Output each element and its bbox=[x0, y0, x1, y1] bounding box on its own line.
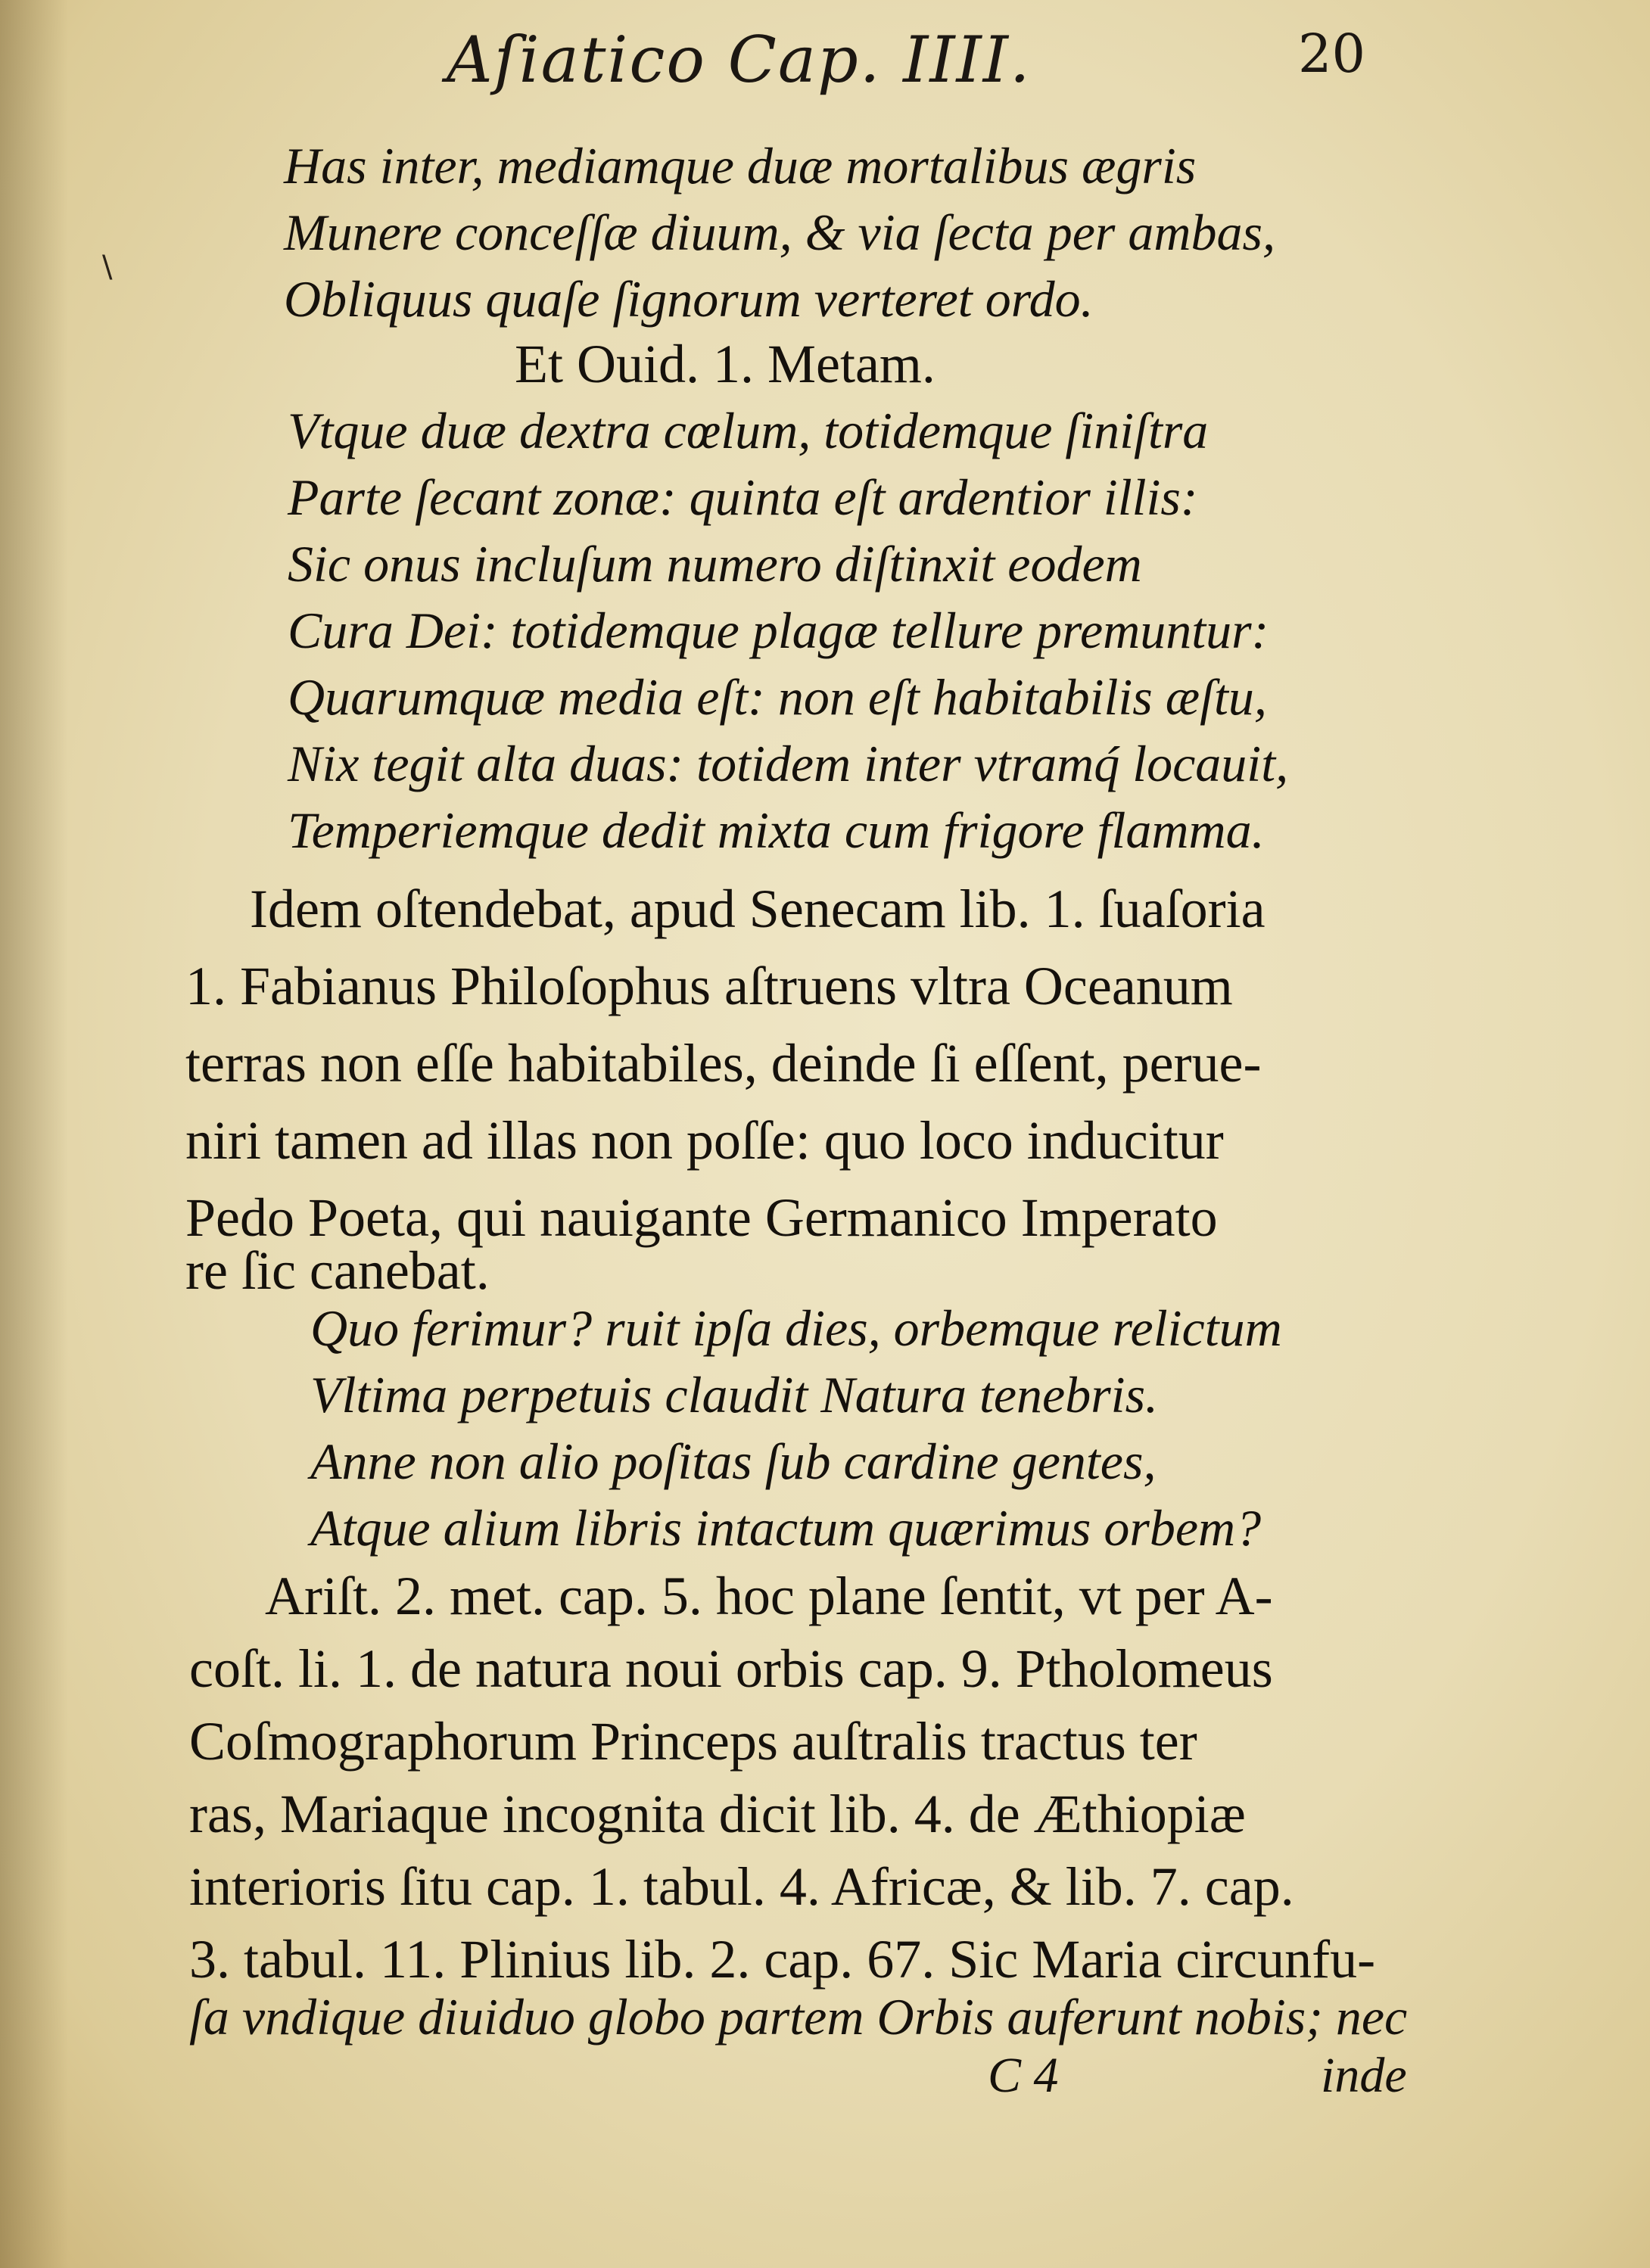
text-line: 1. Fabianus Philoſophus aſtruens vltra Oceanum bbox=[185, 956, 1233, 1016]
text-line: ras, Mariaque incognita dicit lib. 4. de Æthiopiæ bbox=[189, 1784, 1246, 1844]
text-line: Anne non alio poſitas ſub cardine gentes, bbox=[310, 1433, 1157, 1490]
running-title: Aſiatico Cap. IIII. bbox=[447, 23, 1032, 97]
text-line: Has inter, mediamque duæ mortalibus ægris bbox=[284, 137, 1197, 194]
text-line: Cura Dei: totidemque plagæ tellure premuntur: bbox=[288, 602, 1269, 659]
text-line: 3. tabul. 11. Plinius lib. 2. cap. 67. Sic Maria circunfu- bbox=[189, 1929, 1376, 1990]
text-line: Parte ſecant zonæ: quinta eſt ardentior illis: bbox=[288, 468, 1198, 526]
text-line: Pedo Poeta, qui nauigante Germanico Imperato bbox=[185, 1187, 1218, 1248]
text-line: Quarumquæ media eſt: non eſt habitabilis æſtu, bbox=[288, 668, 1267, 726]
signature-mark: C 4 bbox=[988, 2048, 1059, 2103]
text-line: Nix tegit alta duas: totidem inter vtramq́ locauit, bbox=[288, 735, 1289, 792]
margin-mark: \ bbox=[102, 250, 113, 285]
text-line: terras non eſſe habitabiles, deinde ſi eſſent, perue- bbox=[185, 1033, 1262, 1094]
text-line: Obliquus quaſe ſignorum verteret ordo. bbox=[284, 270, 1094, 328]
catchword: inde bbox=[1321, 2048, 1407, 2103]
folio-number: 20 bbox=[1298, 23, 1366, 85]
text-line: re ſic canebat. bbox=[185, 1240, 490, 1301]
text-line: Coſmographorum Princeps auſtralis tractus ter bbox=[189, 1711, 1197, 1772]
text-line: Munere conceſſæ diuum, & via ſecta per ambas, bbox=[284, 204, 1275, 261]
text-line: Ariſt. 2. met. cap. 5. hoc plane ſentit, vt per A- bbox=[265, 1566, 1273, 1626]
text-line: Temperiemque dedit mixta cum frigore flamma. bbox=[288, 801, 1265, 859]
text-line: Vltima perpetuis claudit Natura tenebris. bbox=[310, 1366, 1159, 1423]
text-line: ſa vndique diuiduo globo partem Orbis auferunt nobis; nec bbox=[189, 1988, 1408, 2046]
text-line: Vtque duæ dextra cœlum, totidemque ſiniſtra bbox=[288, 402, 1209, 459]
text-line: coſt. li. 1. de natura noui orbis cap. 9. Ptholomeus bbox=[189, 1638, 1273, 1699]
gutter-shadow bbox=[0, 0, 68, 2268]
text-line: Atque alium libris intactum quærimus orbem? bbox=[310, 1499, 1262, 1557]
text-line: Sic onus incluſum numero diſtinxit eodem bbox=[288, 535, 1142, 593]
text-line: niri tamen ad illas non poſſe: quo loco inducitur bbox=[185, 1110, 1224, 1171]
text-line: interioris ſitu cap. 1. tabul. 4. Africæ, & lib. 7. cap. bbox=[189, 1856, 1294, 1917]
text-line: Quo ferimur? ruit ipſa dies, orbemque relictum bbox=[310, 1299, 1282, 1357]
text-line: Idem oſtendebat, apud Senecam lib. 1. ſuaſoria bbox=[250, 879, 1266, 939]
text-line: Et Ouid. 1. Metam. bbox=[515, 334, 936, 394]
